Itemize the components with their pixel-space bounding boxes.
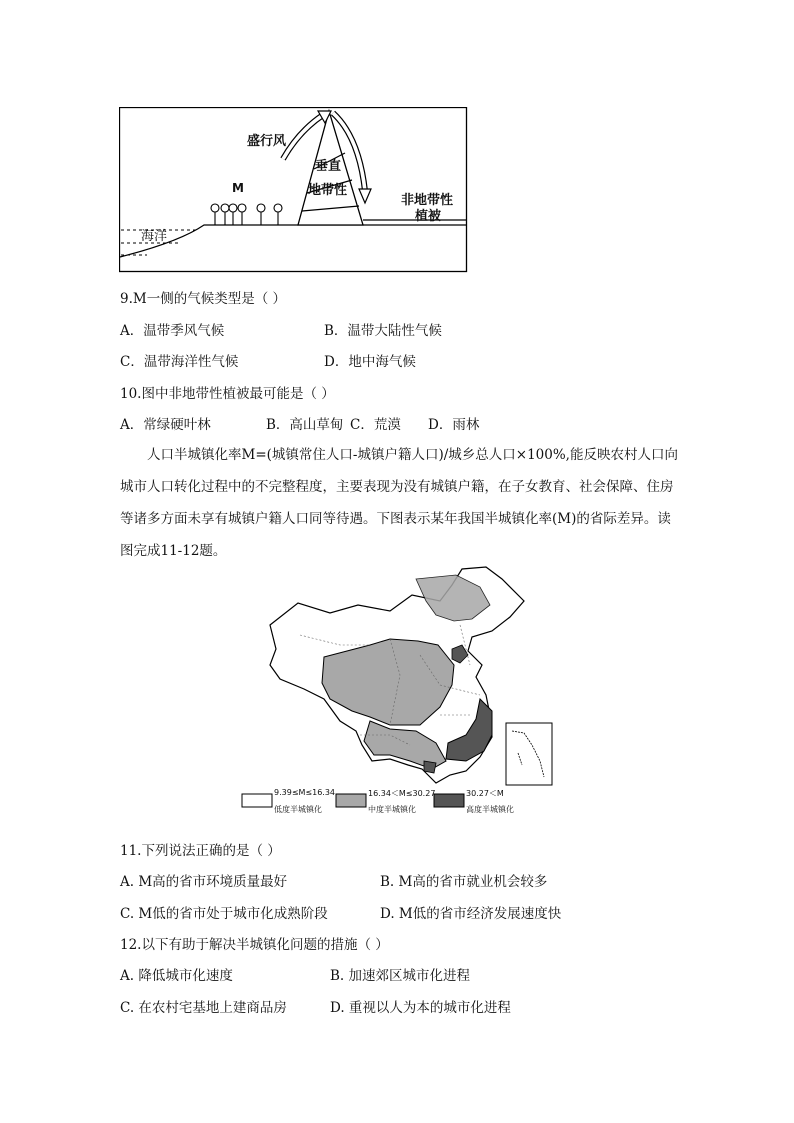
legend-medium-label: 中度半城镇化 xyxy=(368,805,416,814)
question-10-option-d[interactable]: D．雨林 xyxy=(428,417,480,433)
question-10-stem: 10.图中非地带性植被最可能是（ ） xyxy=(120,386,335,402)
intro-paragraph: 人口半城镇化率M=(城镇常住人口-城镇户籍人口)/城乡总人口×100%,能反映农村人口向城市人口转化过程中的不完整程度，主要表现为没有城镇户籍，在子女教育、社会保障、住房等诸多方面未享有城镇户籍人口同等待遇。下图表示某年我国半城镇化率(M)的省际差异。读图完成11-12题。 xyxy=(120,447,678,559)
question-10-option-c[interactable]: C．荒漠 xyxy=(350,417,401,433)
question-12-option-b[interactable]: B. 加速郊区城市化进程 xyxy=(330,968,471,984)
question-11-stem: 11.下列说法正确的是（ ） xyxy=(120,843,281,859)
question-12-option-a[interactable]: A. 降低城市化速度 xyxy=(120,968,233,984)
question-9-option-c[interactable]: C．温带海洋性气候 xyxy=(120,354,239,370)
question-12-option-c[interactable]: C. 在农村宅基地上建商品房 xyxy=(120,1000,287,1016)
china-map-svg xyxy=(240,565,560,820)
question-11-option-d[interactable]: D. M低的省市经济发展速度快 xyxy=(380,906,562,922)
legend-high-range: 30.27＜M xyxy=(466,789,504,798)
question-9-option-d[interactable]: D．地中海气候 xyxy=(324,354,416,370)
china-map xyxy=(240,565,560,820)
question-11-option-a[interactable]: A. M高的省市环境质量最好 xyxy=(120,874,288,890)
vertical-zone-label-1: 垂直 xyxy=(315,159,342,174)
question-10-option-a[interactable]: A．常绿硬叶林 xyxy=(120,417,211,433)
question-9-option-b[interactable]: B．温带大陆性气候 xyxy=(324,323,442,339)
legend-low-range: 9.39≤M≤16.34 xyxy=(274,788,336,797)
question-11-option-c[interactable]: C. M低的省市处于城市化成熟阶段 xyxy=(120,906,328,922)
question-12-stem: 12.以下有助于解决半城镇化问题的措施（ ） xyxy=(120,937,389,953)
question-11-option-b[interactable]: B. M高的省市就业机会较多 xyxy=(380,874,548,890)
wind-label: 盛行风 xyxy=(247,134,287,149)
question-12-option-d[interactable]: D. 重视以人为本的城市化进程 xyxy=(330,1000,511,1016)
question-10-option-b[interactable]: B．高山草甸 xyxy=(266,417,344,433)
question-9-option-a[interactable]: A．温带季风气候 xyxy=(120,323,225,339)
m-label: M xyxy=(232,181,244,195)
vertical-zone-label-2: 地带性 xyxy=(308,183,348,198)
ocean-label: 海洋 xyxy=(141,229,168,244)
mountain-diagram xyxy=(119,107,468,273)
legend-high-label: 高度半城镇化 xyxy=(466,805,514,814)
legend-medium-range: 16.34＜M≤30.27 xyxy=(368,789,436,798)
azonal-vegetation-label-1: 非地带性 xyxy=(401,193,454,208)
azonal-vegetation-label-2: 植被 xyxy=(415,209,442,224)
question-9-stem: 9.M一侧的气候类型是（ ） xyxy=(120,291,286,307)
legend-low-label: 低度半城镇化 xyxy=(274,805,322,814)
